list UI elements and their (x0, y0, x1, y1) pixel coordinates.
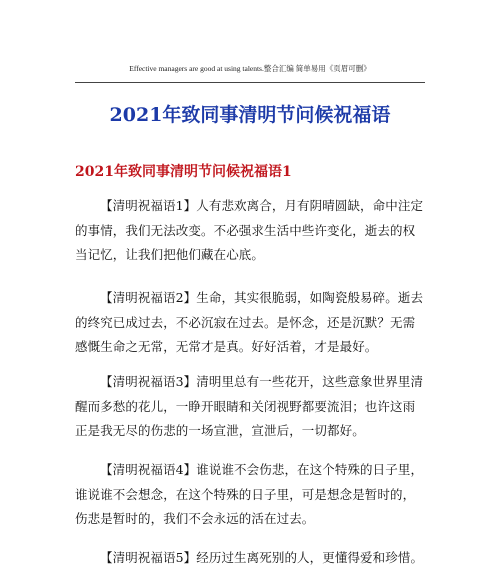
section-heading: 2021年致同事清明节问候祝福语1 (75, 164, 292, 180)
paragraph-2: 【清明祝福语2】生命，其实很脆弱，如陶瓷般易碎。逝去的终究已成过去，不必沉寂在过去。是怀念，还是沉默？无需感慨生命之无常，无常才是真。好好活着，才是最好。 (75, 290, 424, 354)
document-title: 2021年致同事清明节问候祝福语 (109, 104, 391, 126)
paragraph-1: 【清明祝福语1】人有悲欢离合，月有阴晴圆缺，命中注定的事情，我们无法改变。不必强求生活中些许变化，逝去的权当记忆，让我们把他们藏在心底。 (75, 198, 424, 262)
page-header: Effective managers are good at using talents.整合汇编 简单易用《页眉可删》 (129, 64, 371, 73)
paragraph-3: 【清明祝福语3】清明里总有一些花开，这些意象世界里清醒而多愁的花儿，一睁开眼睛和关闭视野都要流泪；也许这雨正是我无尽的伤悲的一场宣泄，宣泄后，一切都好。 (75, 374, 424, 438)
paragraph-4: 【清明祝福语4】谁说谁不会伤悲，在这个特殊的日子里，谁说谁不会想念，在这个特殊的日子里，可是想念是暂时的，伤悲是暂时的，我们不会永远的活在过去。 (75, 462, 424, 526)
paragraph-5: 【清明祝福语5】经历过生离死别的人，更懂得爱和珍惜。 (100, 550, 424, 565)
header-divider (75, 82, 425, 83)
